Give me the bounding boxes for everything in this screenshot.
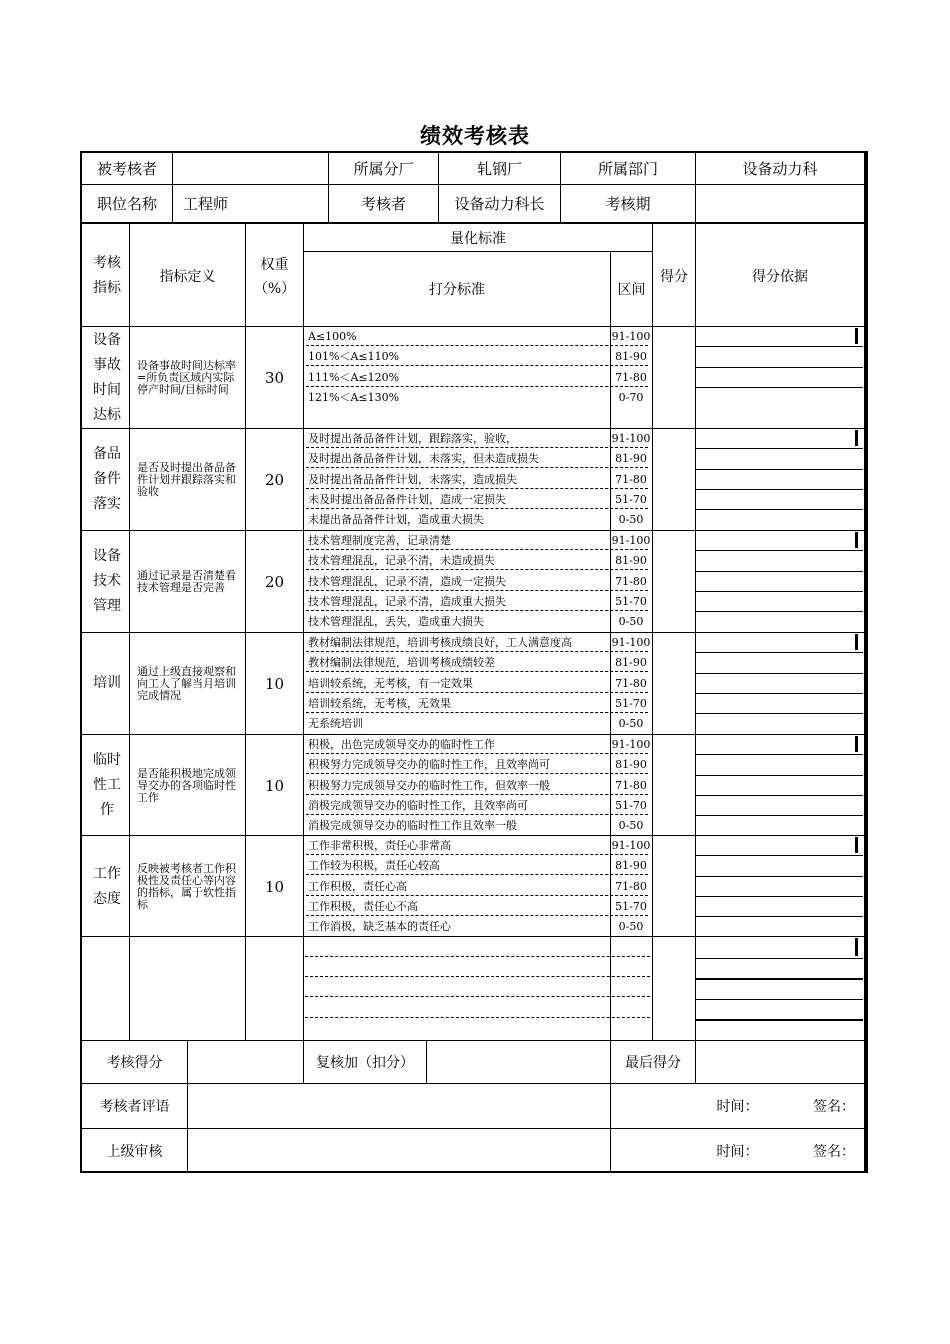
- criterion-range: 91-100: [611, 432, 651, 445]
- criterion-text: 工作积极，责任心高: [308, 879, 407, 893]
- indicator-weight: 10: [264, 674, 285, 693]
- row-marker: [855, 532, 858, 548]
- criterion-text: 培训较系统，无考核，有一定效果: [308, 676, 473, 690]
- indicator-name: 设备事故时间达标: [93, 331, 121, 423]
- dashed-divider: [306, 508, 648, 509]
- dashed-divider: [306, 814, 648, 815]
- basis-line: [695, 367, 863, 368]
- dashed-divider: [306, 895, 648, 896]
- position-label: 职位名称: [96, 195, 157, 213]
- indicator-weight: 20: [264, 572, 285, 591]
- criterion-range: 81-90: [615, 452, 647, 466]
- criterion-range: 91-100: [611, 330, 651, 343]
- criterion-range: 0-50: [618, 920, 644, 934]
- col-basis: 得分依据: [752, 268, 808, 285]
- criterion-range: 71-80: [615, 879, 647, 893]
- dashed-divider: [306, 712, 648, 713]
- basis-line: [695, 916, 863, 917]
- dashed-divider: [306, 794, 648, 795]
- comment-sign-label: 签名：: [813, 1099, 855, 1115]
- criterion-text: 未及时提出备品备件计划，造成一定损失: [308, 492, 506, 506]
- score-field[interactable]: [653, 633, 695, 734]
- indicator-definition: 是否及时提出备品备件计划并跟踪落实和验收: [137, 460, 236, 498]
- assessor-label: 考核者: [360, 195, 406, 213]
- superior-sign-label: 签名：: [813, 1143, 855, 1160]
- score-field[interactable]: [653, 836, 695, 937]
- criterion-text: 未提出备品备件计划，造成重大损失: [308, 513, 484, 527]
- criterion-range: 81-90: [615, 554, 647, 568]
- criterion-text: 101%＜A≤110%: [308, 350, 400, 364]
- basis-line: [695, 815, 863, 816]
- basis-line: [695, 571, 863, 572]
- dashed-divider: [306, 488, 648, 489]
- score-field[interactable]: [188, 1041, 303, 1083]
- basis-line: [695, 346, 863, 347]
- criterion-range: 51-70: [615, 696, 647, 710]
- criterion-text: 技术管理混乱，记录不清，未造成损失: [308, 554, 495, 568]
- basis-line: [695, 855, 863, 856]
- criterion-text: 培训较系统，无考核，无效果: [308, 696, 451, 710]
- basis-line: [695, 448, 863, 449]
- criterion-range: 71-80: [615, 574, 647, 588]
- comment-label: 考核者评语: [99, 1099, 170, 1115]
- examinee-label: 被考核者: [96, 160, 157, 178]
- comment-time-label: 时间：: [716, 1099, 759, 1115]
- dashed-divider: [306, 753, 648, 754]
- criterion-text: 技术管理制度完善，记录清楚: [308, 534, 451, 547]
- basis-field[interactable]: [696, 327, 854, 346]
- criterion-range: 91-100: [611, 738, 651, 751]
- criterion-text: 工作非常积极，责任心非常高: [308, 839, 451, 852]
- criterion-text: A≤100%: [308, 330, 357, 343]
- position-value: 工程师: [183, 195, 229, 213]
- indicator-weight: 10: [264, 776, 285, 795]
- criterion-range: 91-100: [611, 636, 651, 649]
- indicator-name: 备品备件落实: [93, 446, 121, 512]
- basis-line: [695, 673, 863, 674]
- col-score: 得分: [660, 268, 688, 285]
- basis-line: [695, 795, 863, 796]
- criterion-text: 111%＜A≤120%: [308, 370, 400, 384]
- period-label: 考核期: [605, 195, 651, 213]
- superior-label: 上级审核: [106, 1143, 163, 1160]
- criterion-range: 0-50: [618, 717, 644, 731]
- criterion-text: 技术管理混乱，丢失，造成重大损失: [308, 615, 484, 629]
- dashed-divider: [306, 773, 648, 774]
- basis-line: [695, 611, 863, 612]
- dashed-divider: [306, 671, 648, 672]
- indicator-name: 培训: [93, 675, 121, 691]
- criterion-text: 教材编制法律规范，培训考核成绩良好，工人满意度高: [308, 636, 572, 649]
- superior-field[interactable]: [188, 1129, 610, 1172]
- criterion-range: 91-100: [611, 839, 651, 852]
- basis-line: [695, 591, 863, 592]
- factory-value: 轧钢厂: [476, 160, 522, 178]
- basis-line: [695, 876, 863, 877]
- score-field[interactable]: [653, 531, 695, 632]
- criterion-range: 91-100: [611, 534, 651, 547]
- criterion-text: 及时提出备品备件计划，未落实，造成损失: [308, 472, 517, 486]
- dashed-divider: [306, 915, 648, 916]
- review-label: 复核加（扣分）: [316, 1055, 414, 1071]
- criterion-text: 无系统培训: [308, 717, 363, 731]
- criterion-text: 教材编制法律规范，培训考核成绩较差: [308, 656, 495, 670]
- col-indicator: 考核指标: [93, 254, 121, 296]
- dashed-divider: [306, 467, 648, 468]
- col-weight: 权重 （%）: [253, 256, 296, 297]
- col-scoring: 打分标准: [429, 282, 485, 298]
- criterion-range: 71-80: [615, 676, 647, 690]
- dashed-divider: [306, 549, 648, 550]
- examinee-field[interactable]: [173, 153, 328, 184]
- score-field[interactable]: [653, 327, 695, 428]
- basis-line: [695, 754, 863, 755]
- indicator-name: 设备技术管理: [93, 548, 121, 614]
- row-marker: [855, 837, 858, 853]
- basis-line: [695, 713, 863, 714]
- basis-line: [695, 550, 863, 551]
- criterion-text: 消极完成领导交办的临时性工作，且效率尚可: [308, 798, 528, 812]
- criterion-text: 121%＜A≤130%: [308, 390, 400, 404]
- review-field[interactable]: [427, 1041, 610, 1083]
- final-score-label: 最后得分: [625, 1055, 681, 1071]
- row-divider: [80, 222, 868, 224]
- dashed-divider: [306, 590, 648, 591]
- criterion-range: 71-80: [615, 370, 647, 384]
- superior-time-label: 时间：: [716, 1143, 759, 1160]
- score-field[interactable]: [653, 429, 695, 530]
- criterion-range: 81-90: [615, 350, 647, 364]
- indicator-weight: 30: [264, 368, 285, 387]
- basis-line: [695, 489, 863, 490]
- criterion-range: 0-50: [618, 615, 644, 629]
- dashed-divider: [306, 365, 648, 366]
- criterion-range: 81-90: [615, 758, 647, 772]
- final-score-field[interactable]: [696, 1041, 864, 1083]
- criterion-range: 51-70: [615, 798, 647, 812]
- criterion-range: 71-80: [615, 472, 647, 486]
- basis-line: [695, 652, 863, 653]
- basis-line: [695, 775, 863, 776]
- basis-line: [695, 387, 863, 388]
- basis-line: [695, 896, 863, 897]
- criterion-range: 0-50: [618, 513, 644, 527]
- col-range: 区间: [617, 282, 646, 298]
- indicator-definition: 是否能积极地完成领导交办的各项临时性工作: [137, 766, 236, 804]
- assessor-value: 设备动力科长: [454, 195, 545, 213]
- indicator-definition: 反映被考核者工作积极性及责任心等内容的指标，属于软性指标: [137, 861, 236, 911]
- criterion-range: 51-70: [615, 492, 647, 506]
- basis-field[interactable]: [696, 633, 854, 652]
- row-marker: [855, 736, 858, 752]
- criterion-text: 工作积极，责任心不高: [308, 899, 418, 913]
- dept-value: 设备动力科: [742, 160, 818, 178]
- criterion-text: 积极努力完成领导交办的临时性工作，且效率尚可: [308, 758, 550, 772]
- indicator-name: 工作态度: [93, 865, 121, 907]
- period-field[interactable]: [696, 185, 864, 222]
- criterion-text: 消极完成领导交办的临时性工作且效率一般: [308, 819, 517, 833]
- basis-field[interactable]: [696, 836, 854, 855]
- factory-label: 所属分厂: [353, 160, 414, 178]
- criterion-range: 71-80: [615, 778, 647, 792]
- criterion-range: 51-70: [615, 899, 647, 913]
- indicator-definition: 通过记录是否清楚看技术管理是否完善: [137, 568, 236, 594]
- dept-label: 所属部门: [597, 160, 658, 178]
- dashed-divider: [306, 386, 648, 387]
- basis-field[interactable]: [696, 531, 854, 550]
- criterion-text: 积极，出色完成领导交办的临时性工作: [308, 738, 495, 751]
- dashed-divider: [306, 610, 648, 611]
- dashed-divider: [306, 345, 648, 346]
- basis-line: [695, 509, 863, 510]
- basis-field[interactable]: [696, 959, 864, 978]
- score-field[interactable]: [653, 735, 695, 836]
- criterion-range: 0-50: [618, 819, 644, 833]
- score-label: 考核得分: [106, 1055, 163, 1071]
- dashed-divider: [306, 569, 648, 570]
- basis-field[interactable]: [696, 429, 854, 448]
- basis-line: [695, 693, 863, 694]
- dashed-divider: [306, 874, 648, 875]
- indicator-definition: 设备事故时间达标率=所负责区域内实际停产时间/目标时间: [137, 358, 236, 396]
- criterion-text: 及时提出备品备件计划，跟踪落实，验收，: [308, 432, 517, 445]
- indicator-definition: 通过上级直接观察和向工人了解当月培训完成情况: [137, 664, 236, 702]
- basis-field[interactable]: [696, 735, 854, 754]
- col-quant: 量化标准: [450, 231, 506, 247]
- criterion-text: 工作消极，缺乏基本的责任心: [308, 920, 451, 934]
- dashed-divider: [306, 692, 648, 693]
- criterion-range: 81-90: [615, 859, 647, 873]
- dashed-divider: [306, 447, 648, 448]
- form-title: 绩效考核表: [420, 123, 530, 148]
- dashed-divider: [306, 854, 648, 855]
- row-marker: [855, 634, 858, 650]
- indicator-weight: 10: [264, 877, 285, 896]
- criterion-text: 技术管理混乱，记录不清，造成一定损失: [308, 574, 506, 588]
- criterion-range: 81-90: [615, 656, 647, 670]
- row-marker: [855, 430, 858, 446]
- basis-line: [695, 469, 863, 470]
- indicator-name: 临时性工作: [93, 752, 121, 818]
- indicator-weight: 20: [264, 470, 285, 489]
- criterion-range: 0-70: [618, 390, 644, 404]
- row-marker: [855, 328, 858, 344]
- criterion-text: 技术管理混乱，记录不清，造成重大损失: [308, 594, 506, 608]
- comment-field[interactable]: [188, 1084, 610, 1128]
- criterion-text: 及时提出备品备件计划，未落实，但未造成损失: [308, 452, 539, 466]
- criterion-text: 积极努力完成领导交办的临时性工作，但效率一般: [308, 778, 550, 792]
- dashed-divider: [306, 651, 648, 652]
- col-definition: 指标定义: [159, 268, 216, 285]
- criterion-range: 51-70: [615, 594, 647, 608]
- criterion-text: 工作较为积极，责任心较高: [308, 859, 440, 873]
